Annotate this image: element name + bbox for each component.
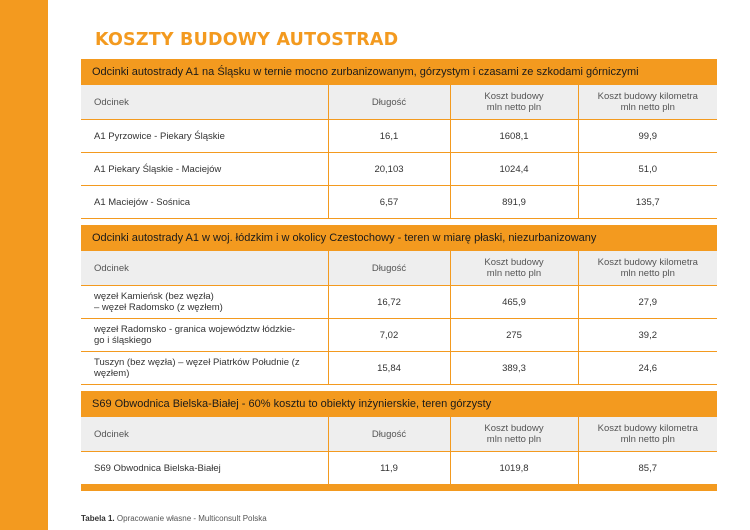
table-row	[81, 286, 717, 319]
header-cost-km-line1: Koszt budowy kilometra	[597, 91, 698, 102]
cell-length: 20,103	[328, 153, 450, 186]
header-cost-km-line2: mln netto pln	[620, 268, 675, 279]
table-row	[81, 452, 717, 485]
table-row	[81, 153, 717, 186]
cell-cost: 275	[450, 319, 578, 352]
segment-line2: go i śląskiego	[94, 335, 152, 346]
segment-line1: Tuszyn (bez węzła) – węzeł Piatrków Południe (z	[94, 357, 300, 368]
header-cost-line2: mln netto pln	[486, 102, 542, 113]
cell-segment	[81, 319, 328, 352]
page-title: KOSZTY BUDOWY AUTOSTRAD	[95, 30, 399, 50]
left-accent-bar	[0, 0, 48, 530]
header-length: Długość	[328, 85, 450, 120]
caption-text: Opracowanie własne - Multiconsult Polska	[116, 514, 267, 523]
section-heading: Odcinki autostrady A1 w woj. łódzkim i w okolicy Czestochowy - teren w miarę płaski, niezurbanizowany	[81, 225, 717, 251]
header-cost-km-line2: mln netto pln	[620, 102, 675, 113]
table-caption	[81, 514, 267, 523]
header-cost-km-line2: mln netto pln	[620, 434, 675, 445]
segment-line2: węzłem)	[94, 368, 130, 379]
header-segment: Odcinek	[81, 251, 328, 286]
segment-line1: węzeł Radomsko - granica województw łódzkie-	[94, 324, 296, 335]
caption-label: Tabela 1.	[81, 514, 115, 523]
segment-line1: A1 Piekary Śląskie - Maciejów	[94, 163, 222, 175]
cell-length: 11,9	[328, 452, 450, 485]
segment-line2: – węzeł Radomsko (z węzłem)	[94, 302, 223, 313]
column-header-row	[81, 251, 717, 286]
header-segment: Odcinek	[81, 417, 328, 452]
section-heading-row	[81, 391, 717, 417]
header-length: Długość	[328, 417, 450, 452]
cell-cost-per-km: 135,7	[578, 186, 717, 219]
cell-cost-per-km: 27,9	[578, 286, 717, 319]
header-cost-km-line1: Koszt budowy kilometra	[597, 423, 698, 434]
cell-segment	[81, 352, 328, 385]
cell-length: 16,72	[328, 286, 450, 319]
header-cost-line1: Koszt budowy	[484, 91, 544, 102]
column-header-row	[81, 85, 717, 120]
header-cost	[450, 417, 578, 452]
table-row	[81, 120, 717, 153]
cell-cost: 389,3	[450, 352, 578, 385]
table-bottom-rule	[81, 485, 717, 491]
header-cost-line2: mln netto pln	[486, 434, 542, 445]
cell-cost: 1024,4	[450, 153, 578, 186]
section-heading: Odcinki autostrady A1 na Śląsku w ternie mocno zurbanizowanym, górzystym i czasami ze szkodami górniczymi	[81, 59, 717, 85]
header-cost-per-km	[578, 85, 717, 120]
table-row	[81, 186, 717, 219]
cost-table-container	[81, 59, 717, 491]
cell-segment	[81, 452, 328, 485]
header-cost-per-km	[578, 417, 717, 452]
cell-segment	[81, 186, 328, 219]
segment-line1: S69 Obwodnica Bielska-Białej	[94, 462, 221, 474]
cell-cost-per-km: 99,9	[578, 120, 717, 153]
cell-cost-per-km: 39,2	[578, 319, 717, 352]
header-cost-km-line1: Koszt budowy kilometra	[597, 257, 698, 268]
cell-segment	[81, 120, 328, 153]
section-heading: S69 Obwodnica Bielska-Białej - 60% kosztu to obiekty inżynierskie, teren górzysty	[81, 391, 717, 417]
header-cost	[450, 251, 578, 286]
cell-cost: 1019,8	[450, 452, 578, 485]
cell-segment	[81, 153, 328, 186]
segment-line1: węzeł Kamieńsk (bez węzła)	[94, 291, 214, 302]
section-heading-row	[81, 59, 717, 85]
section-heading-row	[81, 225, 717, 251]
header-cost-line1: Koszt budowy	[484, 257, 544, 268]
header-cost-line2: mln netto pln	[486, 268, 542, 279]
header-cost-per-km	[578, 251, 717, 286]
cell-cost: 465,9	[450, 286, 578, 319]
cell-length: 6,57	[328, 186, 450, 219]
cell-cost-per-km: 24,6	[578, 352, 717, 385]
segment-line1: A1 Pyrzowice - Piekary Śląskie	[94, 130, 225, 142]
cell-cost: 1608,1	[450, 120, 578, 153]
segment-line1: A1 Maciejów - Sośnica	[94, 196, 191, 208]
cell-cost-per-km: 51,0	[578, 153, 717, 186]
cost-table	[81, 59, 717, 485]
header-length: Długość	[328, 251, 450, 286]
cell-length: 7,02	[328, 319, 450, 352]
cell-length: 16,1	[328, 120, 450, 153]
table-row	[81, 319, 717, 352]
header-segment: Odcinek	[81, 85, 328, 120]
column-header-row	[81, 417, 717, 452]
cell-segment	[81, 286, 328, 319]
header-cost-line1: Koszt budowy	[484, 423, 544, 434]
cell-cost: 891,9	[450, 186, 578, 219]
table-row	[81, 352, 717, 385]
cell-length: 15,84	[328, 352, 450, 385]
cell-cost-per-km: 85,7	[578, 452, 717, 485]
header-cost	[450, 85, 578, 120]
